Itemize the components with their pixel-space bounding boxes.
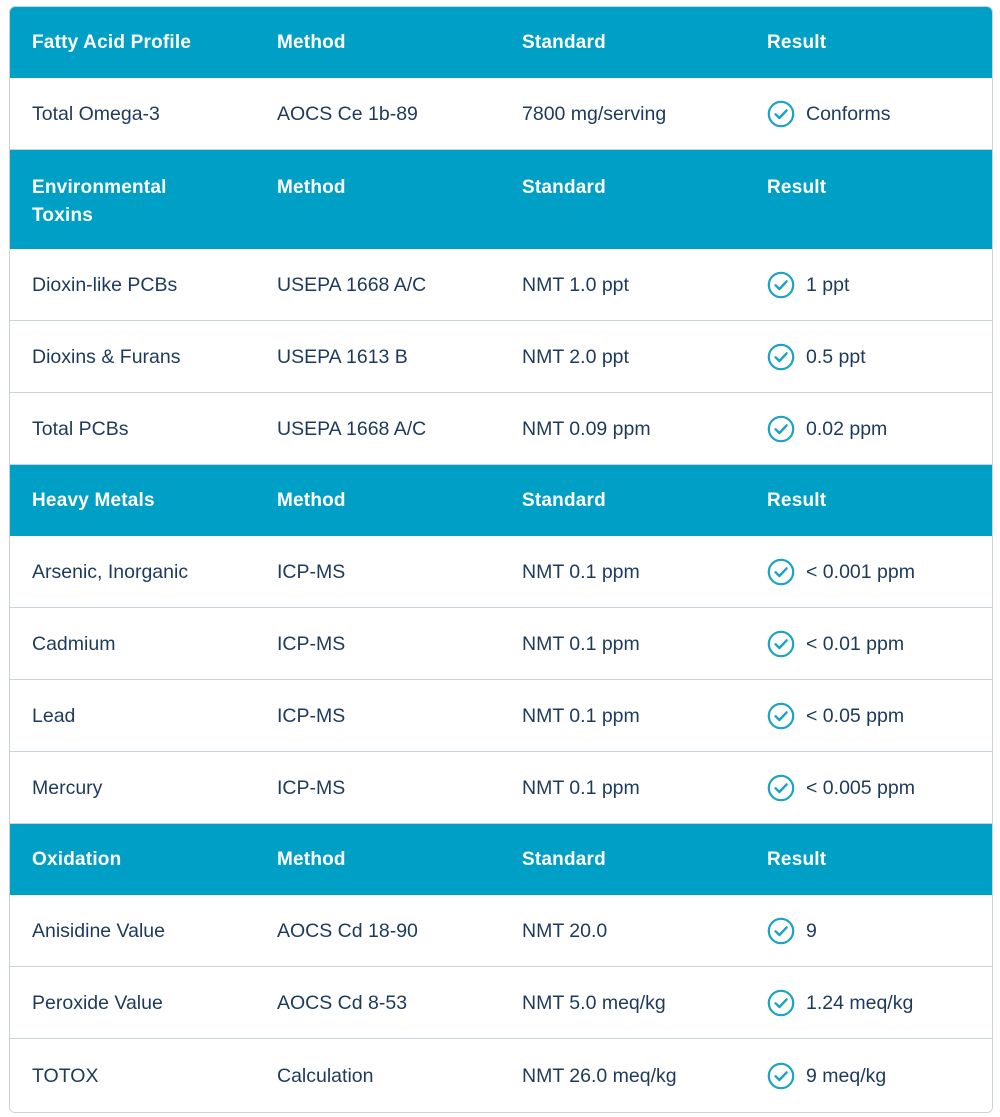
test-result [745,630,992,658]
section-title: Oxidation [32,848,122,870]
test-standard: NMT 0.09 ppm [522,417,651,440]
section-header-environmental-toxins [10,150,992,249]
test-name: Dioxin-like PCBs [32,273,178,296]
method-column-header: Method [277,489,346,511]
standard-column-header: Standard [522,489,606,511]
test-result [745,100,992,128]
result-value: 9 meq/kg [806,1064,887,1087]
section-title: Environmental Toxins [32,177,167,226]
check-circle-icon [767,100,795,128]
test-name: Cadmium [32,632,116,655]
test-standard: NMT 2.0 ppt [522,345,629,368]
check-circle-icon [767,917,795,945]
test-standard: NMT 26.0 meq/kg [522,1064,677,1087]
result-column-header: Result [767,489,827,511]
result-value: 0.02 ppm [806,417,888,440]
test-standard: NMT 0.1 ppm [522,632,640,655]
test-method: Calculation [277,1064,374,1087]
test-method: AOCS Cd 8-53 [277,991,408,1014]
result-value: 1 ppt [806,273,850,296]
test-name: Dioxins & Furans [32,345,181,368]
test-name: Lead [32,704,76,727]
section-header-heavy-metals [10,465,992,536]
section-title: Fatty Acid Profile [32,31,192,53]
check-circle-icon [767,630,795,658]
table-row [10,78,992,150]
test-method: ICP-MS [277,632,346,655]
result-value: 0.5 ppt [806,345,866,368]
check-circle-icon [767,774,795,802]
test-result [745,558,992,586]
test-result [745,989,992,1017]
method-column-header: Method [277,31,346,53]
table-row [10,752,992,824]
section-title: Heavy Metals [32,489,155,511]
table-row [10,608,992,680]
test-result [745,1062,992,1090]
test-result [745,415,992,443]
section-header-fatty-acid-profile [10,7,992,78]
check-circle-icon [767,271,795,299]
test-name: TOTOX [32,1064,99,1087]
section-header-oxidation [10,824,992,895]
test-name: Peroxide Value [32,991,163,1014]
test-name: Total Omega-3 [32,102,160,125]
check-circle-icon [767,702,795,730]
method-column-header: Method [277,177,346,198]
test-result [745,917,992,945]
standard-column-header: Standard [522,31,606,53]
table-row [10,321,992,393]
check-circle-icon [767,415,795,443]
result-column-header: Result [767,848,827,870]
test-result [745,271,992,299]
test-name: Anisidine Value [32,919,165,942]
result-value: 1.24 meq/kg [806,991,914,1014]
test-method: ICP-MS [277,560,346,583]
table-row [10,680,992,752]
table-row [10,536,992,608]
test-results-table [9,6,993,1113]
test-method: USEPA 1668 A/C [277,273,427,296]
result-value: Conforms [806,102,891,125]
test-name: Arsenic, Inorganic [32,560,189,583]
table-row [10,1039,992,1112]
table-row [10,393,992,465]
result-value: < 0.001 ppm [806,560,915,583]
test-method: ICP-MS [277,704,346,727]
check-circle-icon [767,1062,795,1090]
check-circle-icon [767,343,795,371]
table-row [10,249,992,321]
method-column-header: Method [277,848,346,870]
test-standard: NMT 5.0 meq/kg [522,991,666,1014]
test-method: AOCS Ce 1b-89 [277,102,418,125]
standard-column-header: Standard [522,848,606,870]
test-standard: NMT 0.1 ppm [522,776,640,799]
standard-column-header: Standard [522,177,606,198]
test-result [745,343,992,371]
result-value: < 0.05 ppm [806,704,905,727]
table-row [10,967,992,1039]
result-value: < 0.01 ppm [806,632,905,655]
test-method: USEPA 1613 B [277,345,408,368]
test-standard: NMT 20.0 [522,919,608,942]
test-result [745,774,992,802]
test-name: Mercury [32,776,103,799]
test-standard: NMT 1.0 ppt [522,273,629,296]
test-standard: NMT 0.1 ppm [522,560,640,583]
test-method: ICP-MS [277,776,346,799]
check-circle-icon [767,558,795,586]
test-name: Total PCBs [32,417,129,440]
result-column-header: Result [767,31,827,53]
result-value: < 0.005 ppm [806,776,915,799]
test-standard: NMT 0.1 ppm [522,704,640,727]
test-method: USEPA 1668 A/C [277,417,427,440]
test-result [745,702,992,730]
test-method: AOCS Cd 18-90 [277,919,418,942]
check-circle-icon [767,989,795,1017]
result-value: 9 [806,919,817,942]
test-standard: 7800 mg/serving [522,102,667,125]
table-row [10,895,992,967]
result-column-header: Result [767,177,827,198]
